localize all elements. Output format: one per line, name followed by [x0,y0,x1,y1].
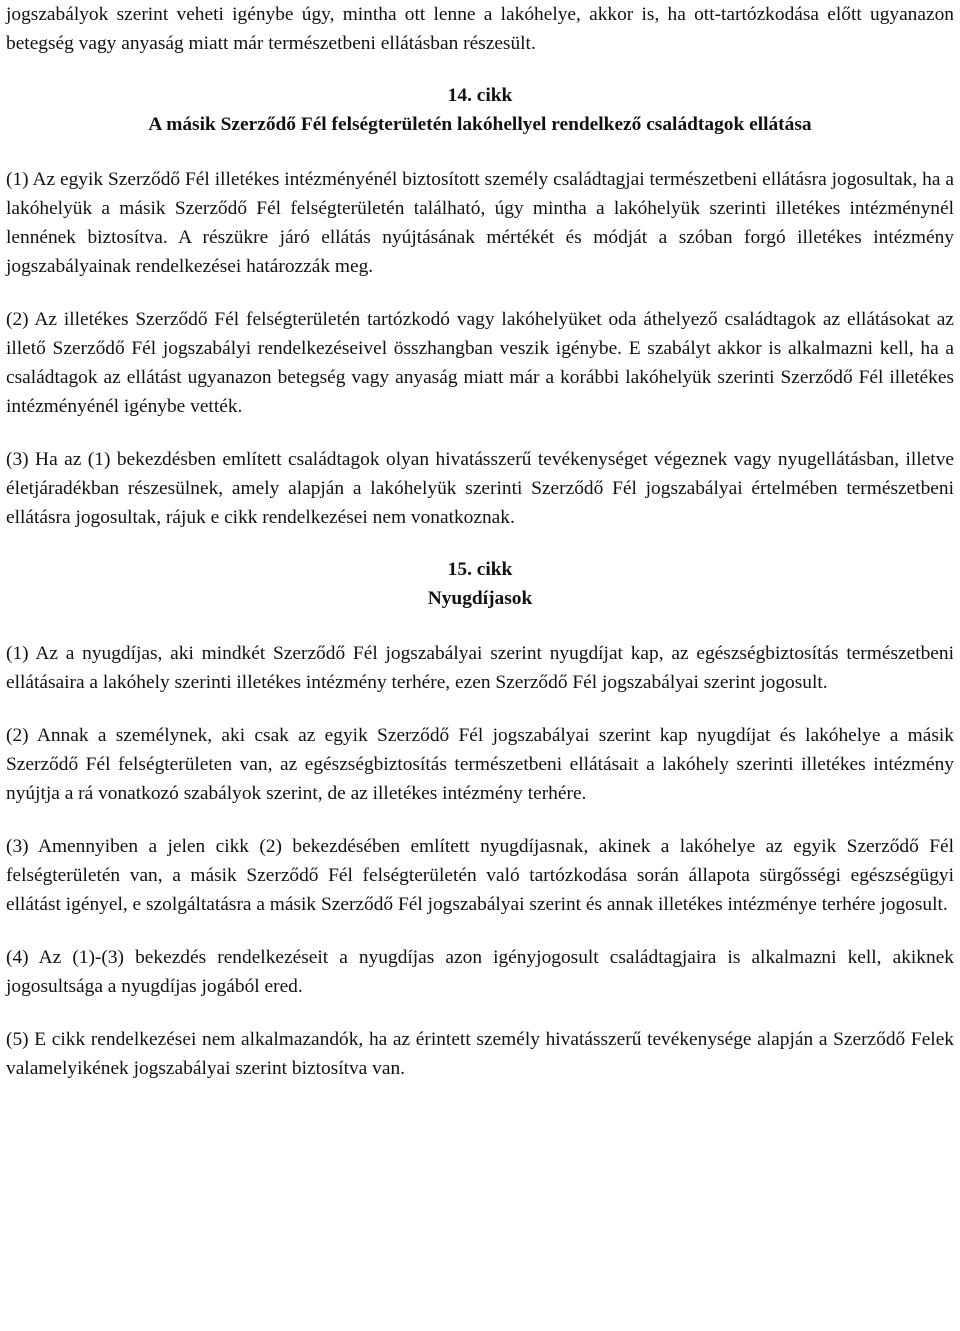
article-15-paragraph-1: (1) Az a nyugdíjas, aki mindkét Szerződő Fél jogszabályai szerint nyugdíjat kap, az egészségbiztosítás természetbeni ellátásaira a lakóhely szerinti illetékes intézmény terhére, ezen Szerződő Fél jogszabályai szerint jogosult. [6,643,954,693]
article-14-paragraph-3: (3) Ha az (1) bekezdésben említett családtagok olyan hivatásszerű tevékenységet végeznek vagy nyugellátásban, illetve életjáradékban részesülnek, amely alapján a lakóhelyük szerinti Szerződő Fél jogszabályai értelmében természetbeni ellátásra jogosultak, rájuk e cikk rendelkezései nem vonatkoznak. [6,449,954,528]
article-15-paragraph-2: (2) Annak a személynek, aki csak az egyik Szerződő Fél jogszabályai szerint kap nyugdíjat és lakóhelye a másik Szerződő Fél felségterületen van, az egészségbiztosítás természetbeni ellátásait a lakóhely szerinti illetékes intézmény nyújtja a rá vonatkozó szabályok szerint, de az illetékes intézmény terhére. [6,725,954,804]
article-15-title: Nyugdíjasok [427,588,533,609]
intro-paragraph: jogszabályok szerint veheti igénybe úgy, mintha ott lenne a lakóhelye, akkor is, ha ott-tartózkodása előtt ugyanazon betegség vagy anyaság miatt már természetbeni ellátásban részesült. [6,4,954,54]
article-14-number: 14. cikk [447,85,513,106]
article-15-paragraph-5: (5) E cikk rendelkezései nem alkalmazandók, ha az érintett személy hivatásszerű tevékenysége alapján a Szerződő Felek valamelyikének jogszabályai szerint biztosítva van. [6,1029,954,1079]
article-14-paragraph-2: (2) Az illetékes Szerződő Fél felségterületén tartózkodó vagy lakóhelyüket oda áthelyező családtagok az ellátásokat az illető Szerződő Fél jogszabályi rendelkezéseivel összhangban veszik igénybe. E szabályt akkor is alkalmazni kell, ha a családtagok az ellátást ugyanazon betegség vagy anyaság miatt már a korábbi lakóhelyük szerinti Szerződő Fél illetékes intézményénél igénybe vették. [6,309,954,417]
article-15-heading [6,555,954,613]
article-15-paragraph-4: (4) Az (1)-(3) bekezdés rendelkezéseit a nyugdíjas azon igényjogosult családtagjaira is alkalmazni kell, akiknek jogosultsága a nyugdíjas jogából ered. [6,947,954,997]
document-page [6,0,954,1083]
article-14-title: A másik Szerződő Fél felségterületén lakóhellyel rendelkező családtagok ellátása [148,114,812,135]
article-14-heading [6,81,954,139]
article-15-number: 15. cikk [447,559,513,580]
article-15-paragraph-3: (3) Amennyiben a jelen cikk (2) bekezdésében említett nyugdíjasnak, akinek a lakóhelye az egyik Szerződő Fél felségterületén van, a másik Szerződő Fél felségterületén való tartózkodása során állapota sürgősségi egészségügyi ellátást igényel, e szolgáltatásra a másik Szerződő Fél jogszabályai szerint és annak illetékes intézménye terhére jogosult. [6,836,954,915]
article-14-paragraph-1: (1) Az egyik Szerződő Fél illetékes intézményénél biztosított személy családtagjai természetbeni ellátásra jogosultak, ha a lakóhelyük a másik Szerződő Fél felségterületén található, úgy mintha a lakóhelyük szerinti illetékes intézménynél lennének biztosítva. A részükre járó ellátás nyújtásának mértékét és módját a szóban forgó illetékes intézmény jogszabályainak rendelkezései határozzák meg. [6,169,954,277]
